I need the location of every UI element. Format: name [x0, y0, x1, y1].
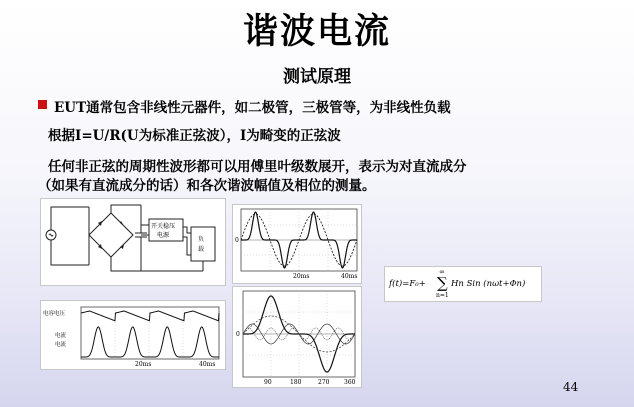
current-label-1: 电流 [55, 333, 67, 339]
waveform-bottom-x-tick-1: 20ms [135, 361, 152, 368]
formula-lhs: f(t)=F₀+ [389, 279, 426, 289]
harmonics-zero-tick: 0 [236, 331, 240, 338]
harmonics-x-tick-360: 360 [344, 379, 356, 386]
waveform-top-zero-tick: 0 [235, 237, 239, 244]
load-label-2: 载 [198, 246, 205, 253]
harmonics-x-tick-90: 90 [264, 379, 272, 386]
waveform-bottom-svg [41, 301, 225, 369]
circuit-diagram [40, 198, 226, 286]
page-number: 44 [563, 380, 579, 394]
harmonics-plot-figure [232, 286, 362, 388]
formula-sigma-icon: ∑ [437, 274, 448, 292]
text-line-3: 任何非正弦的周期性波形都可以用傅里叶级数展开，表示为对直流成分 [48, 159, 467, 175]
text-line-4: （如果有直流成分的话）和各次谐波幅值及相位的测量。 [38, 178, 376, 194]
voltage-label: 电容电压 [43, 311, 66, 317]
formula-sum-top: ∞ [439, 268, 445, 276]
harmonics-x-tick-180: 180 [290, 379, 302, 386]
waveform-top-figure [232, 204, 362, 284]
waveform-top-x-tick-2: 40ms [341, 273, 358, 280]
slide-title: 谐波电流 [242, 11, 391, 52]
waveform-bottom-figure [40, 300, 226, 370]
formula-rhs: Hn Sin (nωt+Φn) [451, 279, 526, 289]
slide-subtitle: 测试原理 [283, 67, 351, 87]
harmonics-x-tick-270: 270 [318, 379, 330, 386]
waveform-top-x-tick-1: 20ms [293, 273, 310, 280]
bullet-text-line-1: EUT通常包含非线性元器件，如二极管，三极管等，为非线性负载 [54, 100, 451, 116]
bullet-square-icon [38, 100, 47, 109]
current-label-2: 电流 [55, 342, 67, 348]
switch-supply-label-2: 电源 [157, 232, 170, 239]
waveform-top-svg [233, 205, 361, 283]
circuit-diagram-svg [41, 199, 225, 285]
load-label-1: 负 [198, 236, 205, 243]
text-line-2: 根据I=U/R(U为标准正弦波），I为畸变的正弦波 [48, 128, 341, 144]
switch-supply-label-1: 开关稳压 [151, 223, 176, 230]
fourier-formula [384, 266, 542, 302]
waveform-bottom-x-tick-2: 40ms [199, 361, 216, 368]
harmonics-plot-svg [233, 287, 361, 387]
formula-sum-bottom: n=1 [436, 292, 449, 299]
